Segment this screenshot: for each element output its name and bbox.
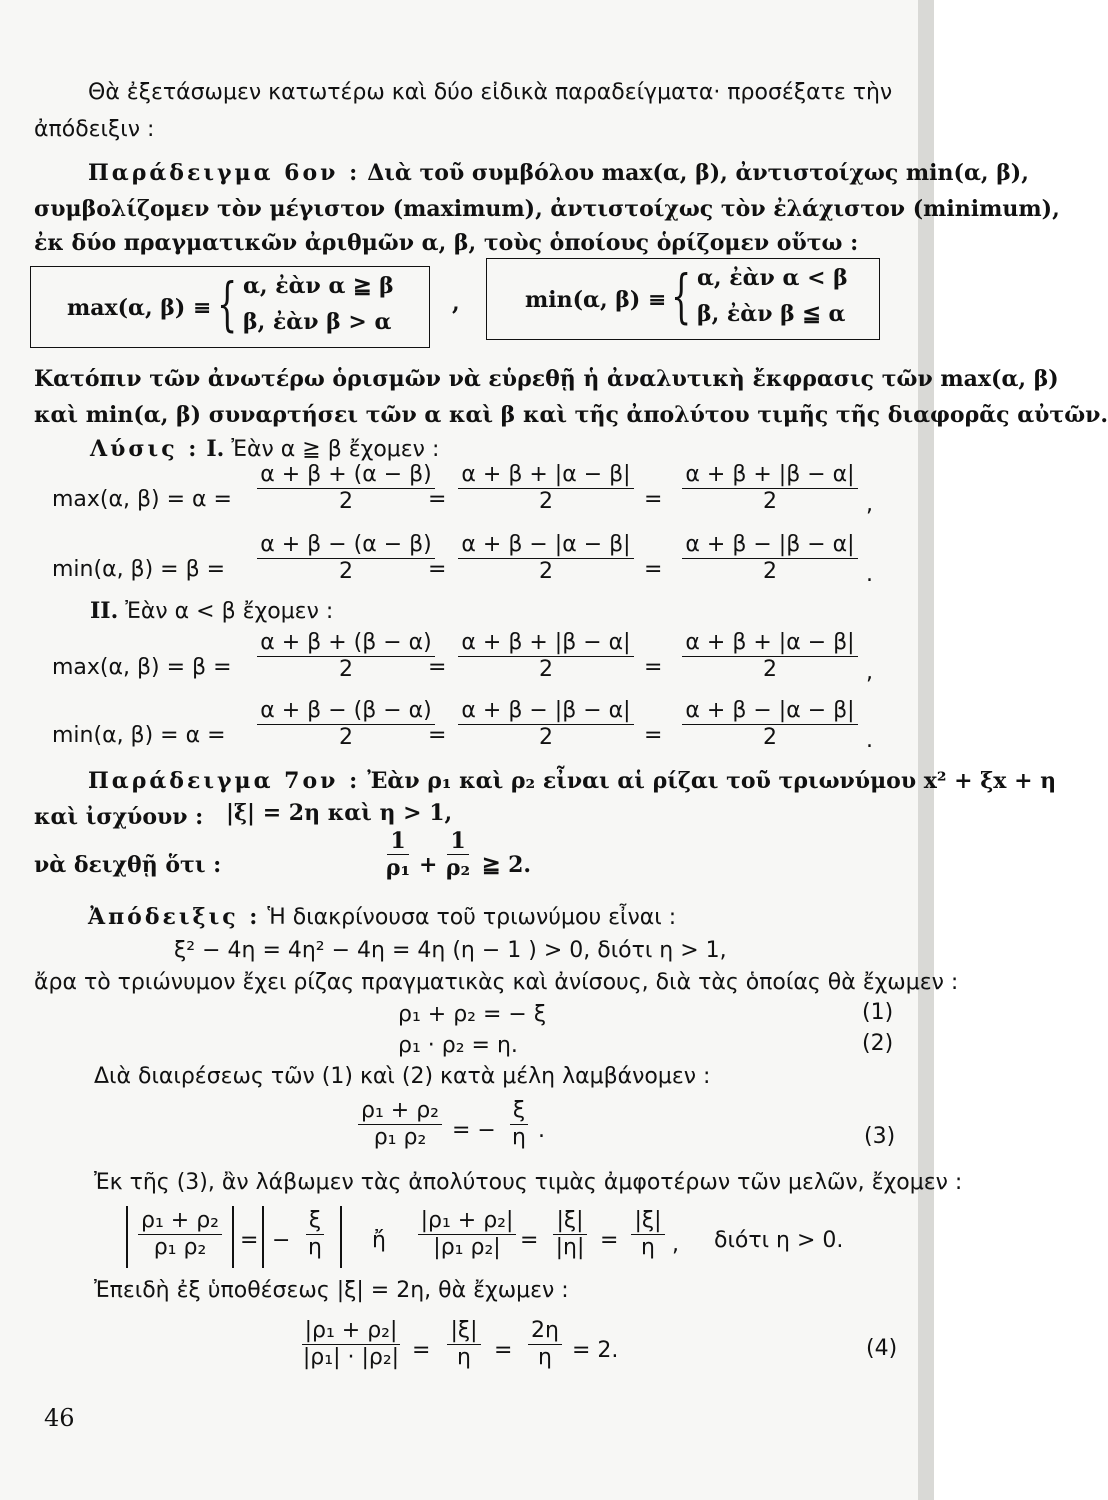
numerator: 2η (528, 1318, 562, 1345)
page-number: 46 (44, 1404, 75, 1432)
case-2-max-lhs: max(α, β) = β = (52, 655, 232, 680)
comma: , (866, 492, 873, 517)
denominator: ρ₂ (445, 855, 471, 882)
definition-separator: , (452, 290, 460, 316)
denominator: |η| (555, 1235, 585, 1261)
numerator: 1 (387, 828, 408, 855)
numerator: α + β − |α − β| (682, 698, 857, 725)
case-2-min-fraction-3 (672, 698, 868, 752)
denominator: 2 (539, 489, 553, 515)
equation-3-rhs-fraction (502, 1098, 536, 1152)
numerator: |ρ₁ + ρ₂| (302, 1318, 401, 1345)
case-1-min-lhs: min(α, β) = β = (52, 557, 226, 582)
period: . (866, 562, 873, 587)
equation-4-right-fraction (522, 1318, 568, 1372)
denominator: 2 (339, 559, 353, 585)
example-7-line-1: Ἐὰν ρ₁ καὶ ρ₂ εἶναι αἱ ρίζαι τοῦ τριωνύμου x² + ξx + η (367, 768, 1057, 794)
case-1-max-lhs: max(α, β) = α = (52, 487, 232, 512)
equation-1-tag: (1) (862, 1000, 894, 1025)
example-7-heading: Παράδειγμα 7ον : (88, 768, 361, 794)
proof-line-4: Ἐκ τῆς (3), ἂν λάβωμεν τὰς ἀπολύτους τιμὰς ἀμφοτέρων τῶν μελῶν, ἔχομεν : (94, 1170, 963, 1195)
case-2-min-fraction-2 (456, 698, 636, 752)
abs-ratio-fraction (418, 1208, 516, 1262)
numerator: 1 (447, 828, 468, 855)
case-2-min-lhs: min(α, β) = α = (52, 723, 226, 748)
equation-1: ρ₁ + ρ₂ = − ξ (398, 1002, 547, 1027)
numerator: α + β + |α − β| (458, 462, 633, 489)
case-2-max-fraction-1 (256, 630, 436, 684)
comma: , (672, 1232, 679, 1257)
case-1-label: I. (206, 436, 225, 462)
numerator: |ξ| (631, 1208, 664, 1235)
abs-bar-right-2 (340, 1206, 342, 1268)
equals-minus: = − (452, 1118, 496, 1143)
equals-two: = 2. (572, 1338, 619, 1363)
equals-sign: = (520, 1228, 539, 1253)
numerator: ξ (510, 1098, 528, 1125)
inequality-tail: ≧ 2. (482, 852, 532, 878)
abs-lhs-fraction (134, 1208, 226, 1262)
example-6-task-line-2: καὶ min(α, β) συναρτήσει τῶν α καὶ β καὶ τῆς ἀπολύτου τιμῆς τῆς διαφορᾶς αὐτῶν. (34, 402, 1108, 428)
solution-case-2-line (90, 598, 333, 625)
numerator: α + β − (α − β) (257, 532, 435, 559)
equals-sign: = (428, 723, 447, 748)
numerator: α + β + |α − β| (682, 630, 857, 657)
equals-sign: = (240, 1228, 259, 1253)
numerator: α + β + (α − β) (257, 462, 435, 489)
example-7-condition: |ξ| = 2η καὶ η > 1, (226, 800, 453, 826)
case-1-min-fraction-2 (456, 532, 636, 586)
case-2-label: II. (90, 598, 119, 624)
proof-line-5: Ἐπειδὴ ἐξ ὑποθέσεως |ξ| = 2η, θὰ ἔχωμεν : (94, 1278, 569, 1303)
max-case-2: β, ἐὰν β > α (243, 309, 392, 335)
denominator: ρ₁ (385, 855, 411, 882)
equation-3-tag: (3) (864, 1124, 896, 1149)
equals-sign: = (428, 655, 447, 680)
since-clause: διότι η > 0. (714, 1228, 844, 1253)
min-definition-box (486, 258, 880, 340)
denominator: 2 (539, 559, 553, 585)
denominator: 2 (539, 657, 553, 683)
case-1-max-fraction-2 (456, 462, 636, 516)
equation-4-lhs-fraction (296, 1318, 406, 1372)
period: . (866, 728, 873, 753)
numerator: α + β + (β − α) (257, 630, 435, 657)
equation-4-tag: (4) (866, 1336, 898, 1361)
equation-2-tag: (2) (862, 1031, 894, 1056)
denominator: ρ₁ ρ₂ (373, 1125, 427, 1151)
numerator: |ξ| (553, 1208, 586, 1235)
proof-paragraph (88, 904, 676, 931)
numerator: ρ₁ + ρ₂ (138, 1208, 222, 1235)
denominator: 2 (539, 725, 553, 751)
denominator: |ρ₁ ρ₂| (433, 1235, 501, 1261)
example-6-line-2: συμβολίζομεν τὸν μέγιστον (maximum), ἀντιστοίχως τὸν ἐλάχιστον (minimum), (34, 196, 1060, 222)
proof-line-3: Διὰ διαιρέσεως τῶν (1) καὶ (2) κατὰ μέλη λαμβάνομεν : (94, 1064, 711, 1089)
equals-sign: = (600, 1228, 619, 1253)
denominator: |ρ₁| · |ρ₂| (302, 1345, 400, 1371)
denominator: η (512, 1125, 526, 1151)
equals-sign: = (644, 655, 663, 680)
numerator: α + β + |β − α| (682, 462, 857, 489)
equals-sign: = (644, 557, 663, 582)
denominator: 2 (763, 657, 777, 683)
intro-line-1: Θὰ ἐξετάσωμεν κατωτέρω καὶ δύο εἰδικὰ παραδείγματα· προσέξατε τὴν (88, 80, 893, 105)
abs-xi-over-eta (298, 1208, 332, 1262)
case-2-min-fraction-1 (256, 698, 436, 752)
min-case-2: β, ἐὰν β ≦ α (697, 301, 846, 327)
example-7-show-label: νὰ δειχθῇ ὅτι : (34, 852, 222, 878)
equals-sign: = (428, 487, 447, 512)
case-1-max-fraction-3 (672, 462, 868, 516)
equals-sign: = (412, 1338, 431, 1363)
minus-sign: − (272, 1228, 291, 1253)
example-6-line-3: ἐκ δύο πραγματικῶν ἀριθμῶν α, β, τοὺς ὁποίους ὁρίζομεν οὕτω : (34, 230, 859, 256)
denominator: η (641, 1235, 655, 1261)
abs-bar-left-2 (262, 1206, 264, 1268)
max-case-1: α, ἐὰν α ≧ β (243, 273, 394, 299)
case-1-min-fraction-1 (256, 532, 436, 586)
min-brace: { (671, 262, 692, 330)
period: . (538, 1118, 545, 1143)
equals-sign: = (644, 487, 663, 512)
reciprocal-rho-2 (440, 828, 476, 882)
numerator: α + β + |β − α| (458, 630, 633, 657)
example-7-condition-label: καὶ ἰσχύουν : (34, 804, 204, 830)
abs-bar-right (232, 1206, 234, 1268)
page-gutter (918, 0, 934, 1500)
example-6-heading: Παράδειγμα 6ον : (88, 160, 361, 186)
equation-4-middle-fraction (440, 1318, 488, 1372)
proof-line-2: ἄρα τὸ τριώνυμον ἔχει ρίζας πραγματικὰς καὶ ἀνίσους, διὰ τὰς ὁποίας θὰ ἔχωμεν : (34, 970, 959, 995)
or-word: ἤ (372, 1228, 386, 1253)
abs-xi-over-eta-2 (626, 1208, 670, 1262)
case-2-max-fraction-3 (672, 630, 868, 684)
reciprocal-rho-1 (380, 828, 416, 882)
denominator: 2 (763, 489, 777, 515)
abs-bar-left (126, 1206, 128, 1268)
denominator: 2 (763, 725, 777, 751)
equation-3-lhs-fraction (354, 1098, 446, 1152)
proof-line-1: Ἡ διακρίνουσα τοῦ τριωνύμου εἶναι : (267, 905, 677, 930)
comma: , (866, 660, 873, 685)
numerator: |ρ₁ + ρ₂| (418, 1208, 517, 1235)
max-definition-lhs: max(α, β) ≡ (67, 295, 212, 321)
case-1-max-fraction-1 (256, 462, 436, 516)
denominator: η (308, 1235, 322, 1261)
solution-heading: Λύσις : (90, 436, 200, 462)
case-1-min-fraction-3 (672, 532, 868, 586)
example-6-task-line-1: Κατόπιν τῶν ἀνωτέρω ὁρισμῶν νὰ εὑρεθῇ ἡ ἀναλυτικὴ ἔκφρασις τῶν max(α, β) (34, 366, 1059, 392)
plus-sign: + (419, 852, 438, 878)
denominator: ρ₁ ρ₂ (153, 1235, 207, 1261)
equals-sign: = (494, 1338, 513, 1363)
discriminant: ξ² − 4η = 4η² − 4η = 4η (η − 1 ) > 0, διότι η > 1, (174, 938, 727, 963)
example-6-line-1: Διὰ τοῦ συμβόλου max(α, β), ἀντιστοίχως min(α, β), (367, 160, 1029, 186)
numerator: α + β − (β − α) (257, 698, 435, 725)
case-2-max-fraction-2 (456, 630, 636, 684)
abs-xi-over-abs-eta (546, 1208, 594, 1262)
denominator: 2 (763, 559, 777, 585)
equation-2: ρ₁ · ρ₂ = η. (398, 1033, 518, 1058)
example-7-paragraph (88, 768, 1056, 795)
example-6-paragraph (88, 160, 1029, 187)
denominator: η (457, 1345, 471, 1371)
denominator: 2 (339, 489, 353, 515)
equals-sign: = (428, 557, 447, 582)
case-1-text: Ἐὰν α ≧ β ἔχομεν : (231, 437, 440, 462)
min-definition-lhs: min(α, β) ≡ (525, 287, 667, 313)
min-case-1: α, ἐὰν α < β (697, 265, 848, 291)
max-brace: { (217, 270, 238, 338)
intro-line-2: ἀπόδειξιν : (34, 117, 155, 142)
numerator: α + β − |β − α| (682, 532, 857, 559)
numerator: |ξ| (447, 1318, 480, 1345)
numerator: α + β − |β − α| (458, 698, 633, 725)
equals-sign: = (644, 723, 663, 748)
case-2-text: Ἐὰν α < β ἔχομεν : (125, 599, 334, 624)
proof-heading: Ἀπόδειξις : (88, 904, 261, 930)
denominator: 2 (339, 725, 353, 751)
denominator: 2 (339, 657, 353, 683)
numerator: α + β − |α − β| (458, 532, 633, 559)
numerator: ξ (306, 1208, 324, 1235)
denominator: η (538, 1345, 552, 1371)
numerator: ρ₁ + ρ₂ (358, 1098, 442, 1125)
solution-case-1-line (90, 436, 439, 463)
max-definition-box (30, 266, 430, 348)
